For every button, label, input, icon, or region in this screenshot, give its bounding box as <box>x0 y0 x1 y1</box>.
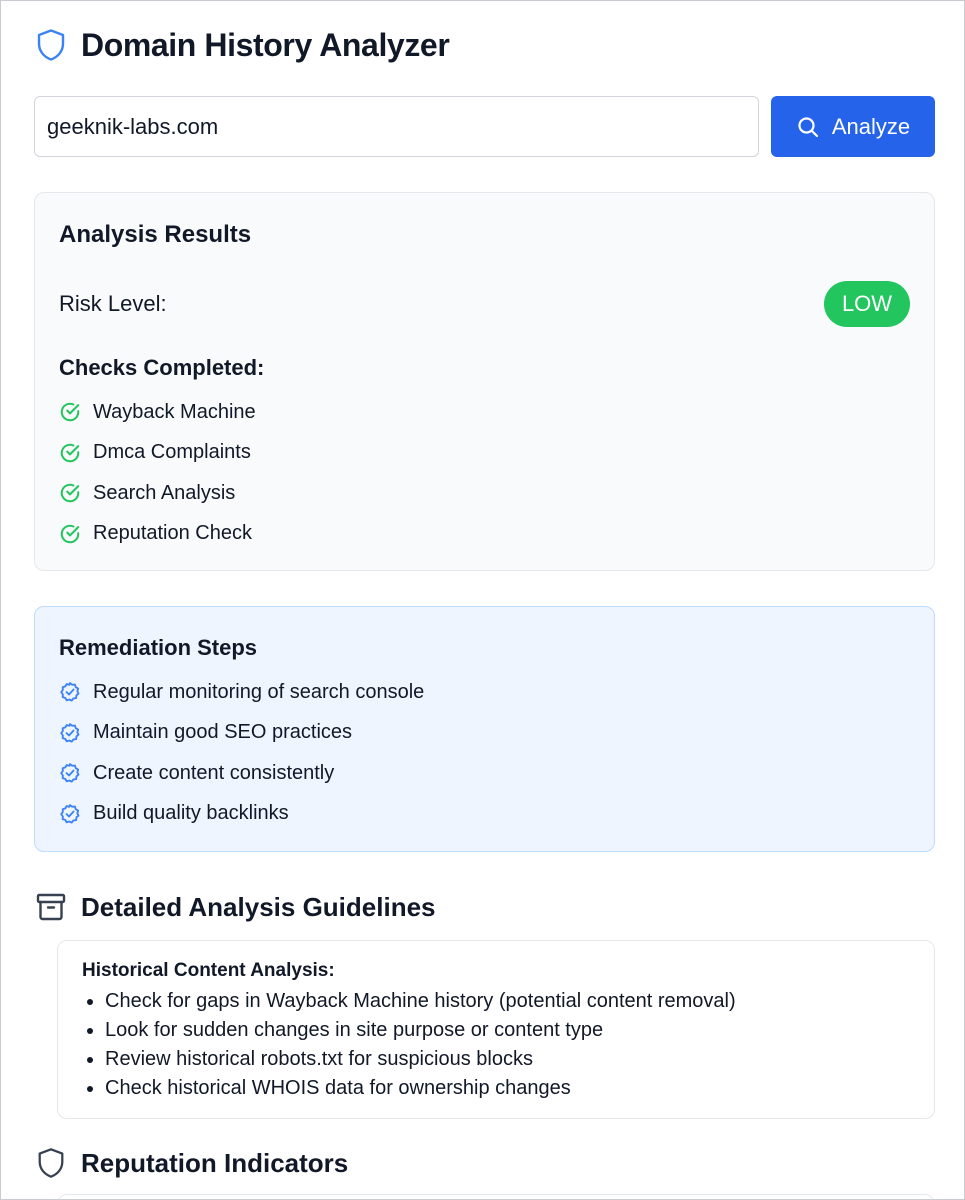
check-item <box>59 473 256 514</box>
risk-level-badge: LOW <box>824 281 910 327</box>
app-title: Domain History Analyzer <box>81 26 450 63</box>
domain-input[interactable] <box>34 96 759 157</box>
guidelines-list <box>105 987 736 1103</box>
remediation-label: Regular monitoring of search console <box>93 680 425 703</box>
risk-level-label: Risk Level: <box>59 291 167 316</box>
search-icon <box>796 115 820 139</box>
remediation-item <box>59 713 424 754</box>
badge-check-icon <box>59 681 81 703</box>
circle-check-icon <box>59 523 81 545</box>
archive-icon <box>35 891 67 923</box>
remediation-title: Remediation Steps <box>59 635 258 660</box>
check-label: Wayback Machine <box>93 400 256 423</box>
check-item <box>59 514 256 555</box>
badge-check-icon <box>59 803 81 825</box>
guidelines-header <box>35 887 436 927</box>
guideline-item: • Check for gaps in Wayback Machine history (potential content removal) <box>105 987 736 1016</box>
shield-icon <box>35 28 67 62</box>
remediation-list <box>59 672 424 834</box>
remediation-label: Maintain good SEO practices <box>93 721 353 744</box>
reputation-box <box>57 1194 935 1200</box>
checks-completed-heading: Checks Completed: <box>59 355 265 380</box>
circle-check-icon <box>59 482 81 504</box>
shield-icon <box>35 1147 67 1179</box>
remediation-item <box>59 672 424 713</box>
app-header <box>35 25 449 65</box>
guideline-item: • Check historical WHOIS data for ownership changes <box>105 1074 736 1103</box>
analyze-button[interactable] <box>771 96 935 157</box>
check-item <box>59 433 256 474</box>
remediation-label: Create content consistently <box>93 761 335 784</box>
check-label: Search Analysis <box>93 481 236 504</box>
analysis-results-card <box>34 192 935 571</box>
check-label: Reputation Check <box>93 522 252 545</box>
circle-check-icon <box>59 442 81 464</box>
badge-check-icon <box>59 722 81 744</box>
check-item <box>59 392 256 433</box>
check-label: Dmca Complaints <box>93 441 251 464</box>
guideline-item: • Review historical robots.txt for suspicious blocks <box>105 1045 736 1074</box>
reputation-header <box>35 1143 348 1183</box>
remediation-item <box>59 794 424 835</box>
guidelines-title: Detailed Analysis Guidelines <box>81 891 436 922</box>
remediation-item <box>59 753 424 794</box>
checks-list <box>59 392 256 554</box>
reputation-title: Reputation Indicators <box>81 1147 349 1178</box>
guideline-item: • Look for sudden changes in site purpose or content type <box>105 1016 736 1045</box>
historical-analysis-subtitle: Historical Content Analysis: <box>82 960 335 981</box>
badge-check-icon <box>59 762 81 784</box>
remediation-card <box>34 606 935 852</box>
circle-check-icon <box>59 401 81 423</box>
results-title: Analysis Results <box>59 221 252 248</box>
remediation-label: Build quality backlinks <box>93 802 289 825</box>
guidelines-box <box>57 940 935 1119</box>
analyze-button-label: Analyze <box>831 113 911 139</box>
